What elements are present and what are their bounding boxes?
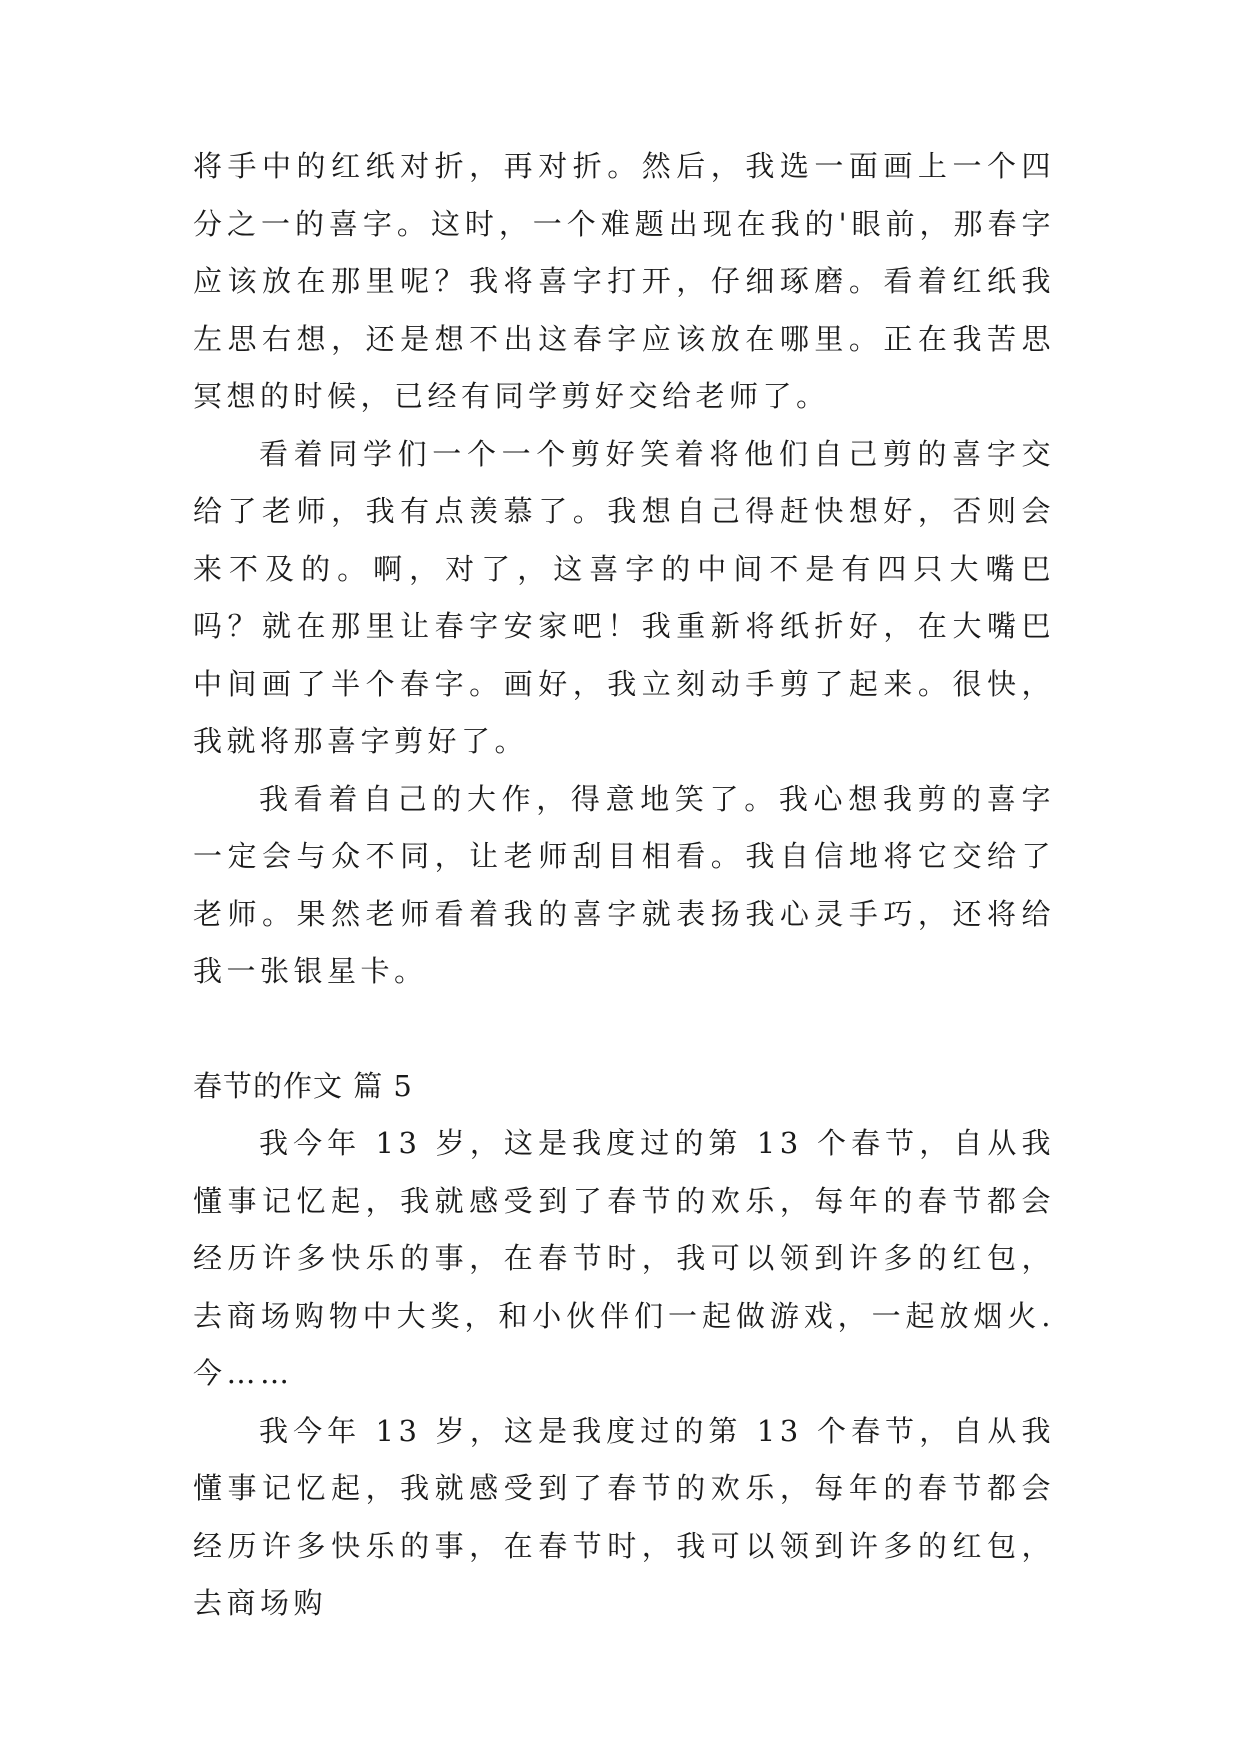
paragraph-3: 我看着自己的大作，得意地笑了。我心想我剪的喜字一定会与众不同，让老师刮目相看。我自信地将它交给了老师。果然老师看着我的喜字就表扬我心灵手巧，还将给我一张银星卡。 (193, 781, 1055, 988)
paragraph-4: 我今年 13 岁，这是我度过的第 13 个春节，自从我懂事记忆起，我就感受到了春节的欢乐，每年的春节都会经历许多快乐的事，在春节时，我可以领到许多的红包，去商场购物中大奖，和小伙伴们一起做游戏，一起放烟火.今…… (193, 1126, 1055, 1390)
section-spacer (193, 1001, 1055, 1058)
paragraph-1: 将手中的红纸对折，再对折。然后，我选一面画上一个四分之一的喜字。这时，一个难题出现在我的'眼前，那春字应该放在那里呢？我将喜字打开，仔细琢磨。看着红纸我左思右想，还是想不出这春字应该放在哪里。正在我苦思冥想的时候，已经有同学剪好交给老师了。 (193, 149, 1055, 413)
document-page (193, 138, 1055, 1633)
paragraph-2: 看着同学们一个一个剪好笑着将他们自己剪的喜字交给了老师，我有点羡慕了。我想自己得赶快想好，否则会来不及的。啊，对了，这喜字的中间不是有四只大嘴巴吗？就在那里让春字安家吧！我重新将纸折好，在大嘴巴中间画了半个春字。画好，我立刻动手剪了起来。很快，我就将那喜字剪好了。 (193, 436, 1055, 758)
paragraph-5: 我今年 13 岁，这是我度过的第 13 个春节，自从我懂事记忆起，我就感受到了春节的欢乐，每年的春节都会经历许多快乐的事，在春节时，我可以领到许多的红包，去商场购 (193, 1413, 1055, 1620)
section-heading: 春节的作文 篇 5 (193, 1068, 413, 1103)
